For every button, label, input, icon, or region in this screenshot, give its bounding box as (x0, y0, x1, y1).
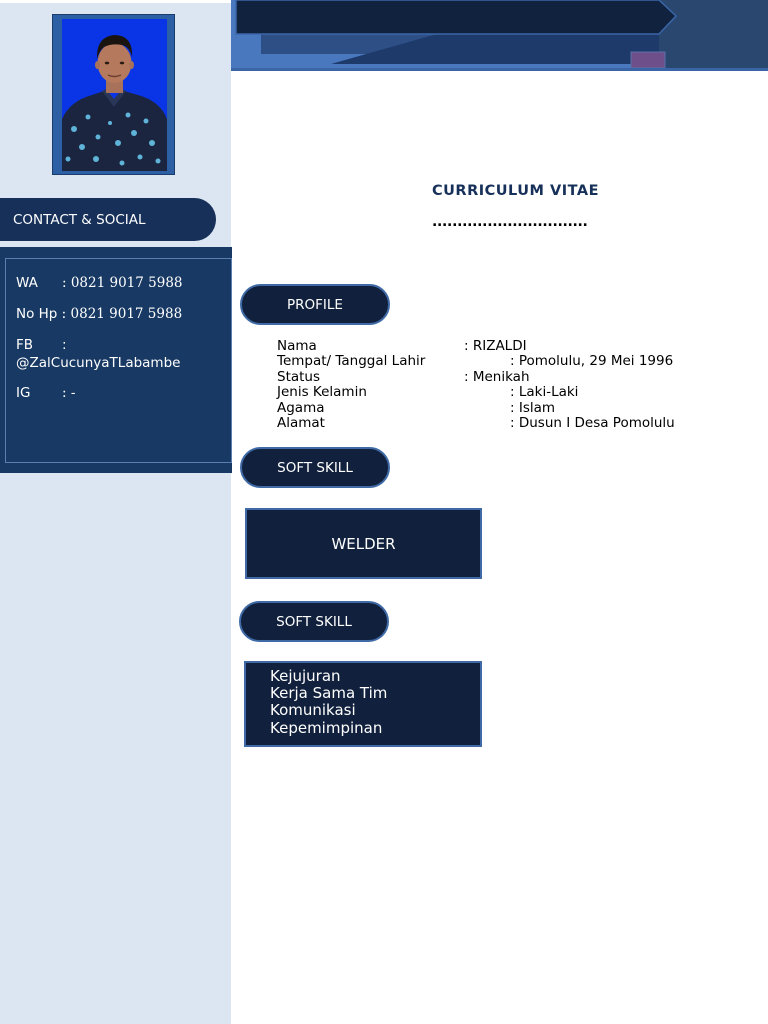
profile-labels (277, 339, 425, 431)
contact-ig-label: IG (16, 385, 31, 401)
contact-social-heading: CONTACT & SOCIAL (0, 198, 216, 241)
person-photo-illustration (62, 19, 167, 171)
contact-hp-value: : 0821 9017 5988 (61, 306, 183, 322)
title-dotted-line: ............................... (432, 214, 588, 230)
value-tempat-tanggal-lahir: : Pomolulu, 29 Mei 1996 (510, 353, 674, 370)
contact-panel (0, 247, 232, 473)
value-alamat: : Dusun I Desa Pomolulu (510, 415, 675, 431)
document-title: CURRICULUM VITAE (432, 183, 600, 199)
contact-row-hp (16, 305, 182, 323)
contact-row-ig (16, 384, 75, 402)
contact-wa-label: WA (16, 275, 38, 291)
skill-box-welder: WELDER (245, 508, 482, 579)
label-jenis-kelamin: Jenis Kelamin (277, 384, 367, 401)
soft-skill-heading-2: SOFT SKILL (239, 601, 389, 642)
label-nama: Nama (277, 338, 317, 354)
profile-heading: PROFILE (240, 284, 390, 325)
value-jenis-kelamin: : Laki-Laki (510, 384, 579, 401)
label-alamat: Alamat (277, 415, 325, 432)
contact-hp-label: No Hp (16, 306, 58, 322)
skill-box-soft-skills (244, 661, 482, 747)
profile-photo (62, 19, 167, 171)
value-agama: : Islam (510, 399, 556, 416)
contact-wa-value: : 0821 9017 5988 (62, 275, 183, 291)
profile-photo-frame (52, 14, 175, 175)
skill-item: Kerja Sama Tim (270, 684, 388, 703)
header-banner (231, 0, 768, 72)
contact-fb-separator: : (62, 337, 67, 353)
skill-item: Komunikasi (270, 701, 356, 720)
value-status: : Menikah (464, 368, 530, 385)
contact-row-fb (16, 336, 67, 354)
contact-fb-value: @ZalCucunyaTLabambe (16, 355, 181, 371)
contact-ig-value: : - (62, 385, 76, 401)
label-tempat-tanggal-lahir: Tempat/ Tanggal Lahir (277, 353, 426, 370)
value-nama: : RIZALDI (464, 338, 527, 354)
contact-fb-label: FB (16, 337, 34, 353)
skill-item: Kejujuran (270, 667, 341, 685)
soft-skill-heading-1: SOFT SKILL (240, 447, 390, 488)
label-status: Status (277, 368, 321, 385)
contact-box (5, 258, 232, 463)
label-agama: Agama (277, 399, 325, 416)
header-banner-graphic (231, 0, 768, 72)
contact-row-wa (16, 274, 183, 292)
skill-item: Kepemimpinan (270, 718, 383, 737)
